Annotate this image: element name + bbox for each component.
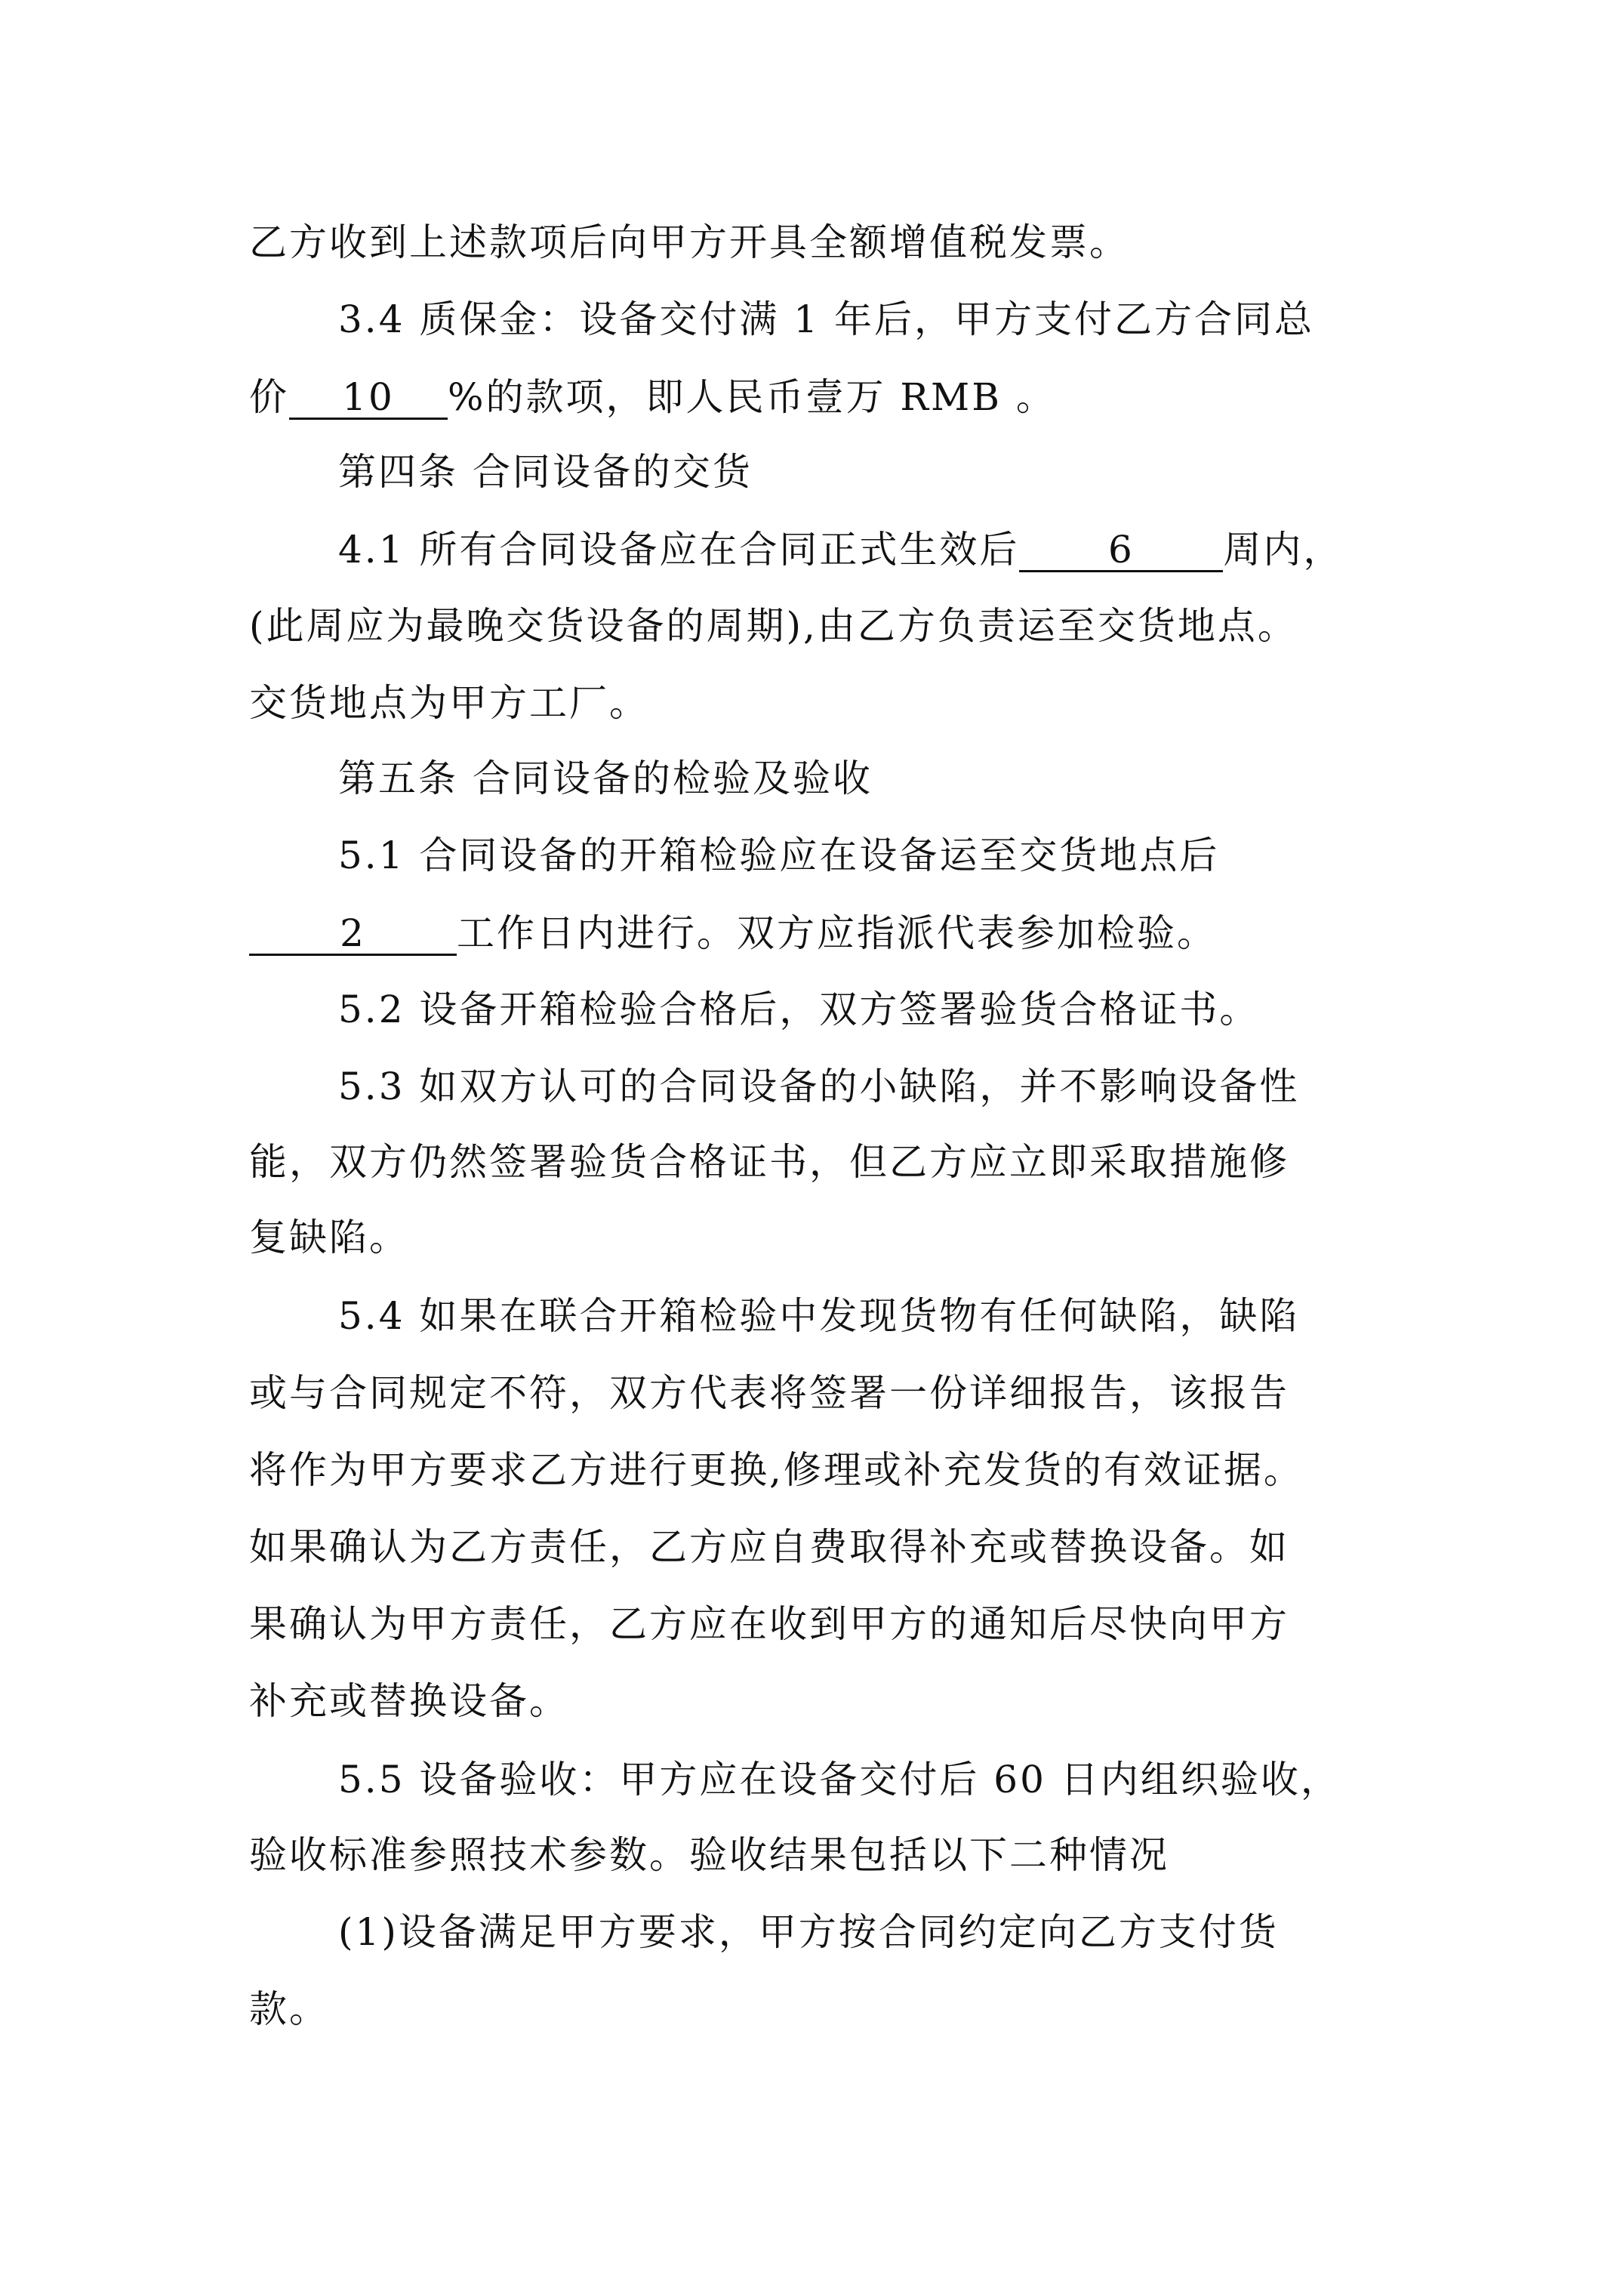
text-line: 能，双方仍然签署验货合格证书，但乙方应立即采取措施修 (249, 1140, 1289, 1184)
inspection-days-blank: 2 (249, 914, 457, 956)
delivery-suffix: 周内， (1223, 528, 1344, 572)
text-line: 验收标准参照技术参数。验收结果包括以下二种情况 (249, 1833, 1169, 1877)
text-line: 5.3 如双方认可的合同设备的小缺陷，并不影响设备性 (338, 1065, 1300, 1108)
retention-percent-blank: 10 (289, 378, 448, 420)
text-line: (1)设备满足甲方要求，甲方按合同约定向乙方支付货 (338, 1910, 1279, 1954)
section-heading: 第五条 合同设备的检验及验收 (338, 757, 873, 800)
text-line: 5.5 设备验收：甲方应在设备交付后 60 日内组织验收， (338, 1758, 1341, 1801)
retention-suffix: %的款项，即人民币壹万 RMB 。 (448, 375, 1056, 419)
section-heading: 第四条 合同设备的交货 (338, 450, 753, 494)
text-line: 乙方收到上述款项后向甲方开具全额增值税发票。 (249, 220, 1129, 264)
text-line: 5.1 合同设备的开箱检验应在设备运至交货地点后 (338, 834, 1220, 877)
text-line: 3.4 质保金：设备交付满 1 年后，甲方支付乙方合同总 (338, 297, 1315, 341)
text-line: 将作为甲方要求乙方进行更换,修理或补充发货的有效证据。 (249, 1448, 1304, 1492)
text-line: (此周应为最晚交货设备的周期),由乙方负责运至交货地点。 (249, 604, 1298, 648)
text-line: 交货地点为甲方工厂。 (249, 681, 649, 725)
text-line: 如果确认为乙方责任，乙方应自费取得补充或替换设备。如 (249, 1525, 1289, 1569)
text-line-inspection (249, 911, 1217, 956)
text-line-retention (249, 375, 1056, 420)
text-line: 复缺陷。 (249, 1216, 409, 1259)
inspection-suffix: 工作日内进行。双方应指派代表参加检验。 (457, 911, 1217, 955)
delivery-prefix: 4.1 所有合同设备应在合同正式生效后 (338, 528, 1020, 572)
text-line: 款。 (249, 1987, 329, 2031)
text-line: 补充或替换设备。 (249, 1679, 569, 1723)
text-line-delivery (338, 530, 1343, 572)
text-line: 5.4 如果在联合开箱检验中发现货物有任何缺陷，缺陷 (338, 1294, 1300, 1338)
retention-prefix: 价 (249, 375, 289, 419)
text-line: 果确认为甲方责任，乙方应在收到甲方的通知后尽快向甲方 (249, 1602, 1289, 1646)
delivery-weeks-blank: 6 (1019, 530, 1223, 572)
text-line: 或与合同规定不符，双方代表将签署一份详细报告，该报告 (249, 1371, 1289, 1415)
text-line: 5.2 设备开箱检验合格后，双方签署验货合格证书。 (338, 988, 1260, 1031)
